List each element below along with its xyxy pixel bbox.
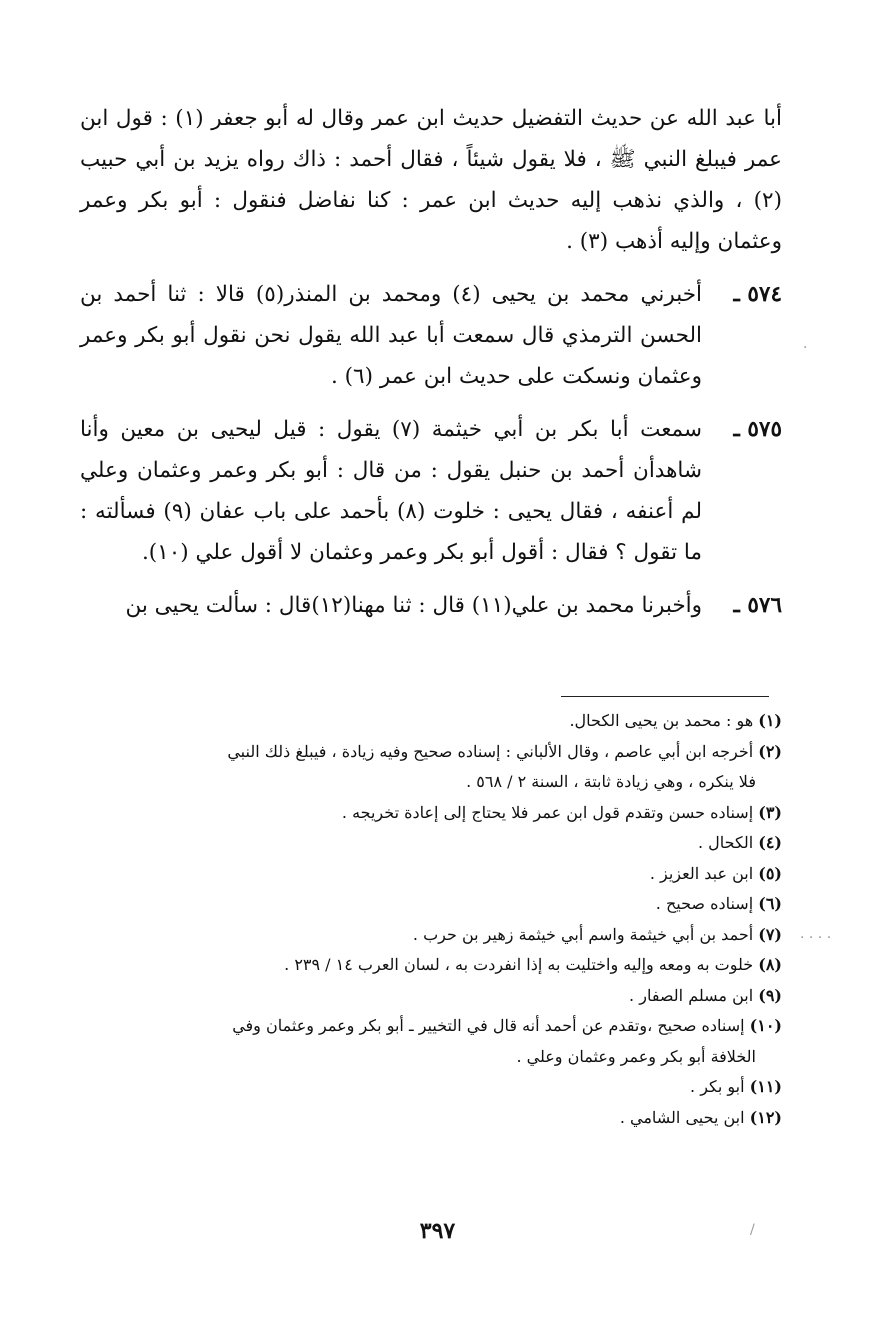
footnote-text: هو : محمد بن يحيى الكحال. (569, 711, 754, 730)
footnote-7 (80, 920, 782, 951)
footnote-text: إسناده حسن وتقدم قول ابن عمر فلا يحتاج إلى إعادة تخريجه . (341, 802, 754, 822)
footnote-text: أبو بكر . (690, 1077, 745, 1096)
paragraph-576 (80, 585, 782, 626)
footnote-number: (٩) (758, 985, 782, 1005)
paragraph-575 (80, 409, 782, 573)
paragraph-574 (80, 274, 782, 397)
footnote-6 (80, 889, 782, 920)
paragraph-text: أخبرني محمد بن يحيى (٤) ومحمد بن المنذر(٥) قالا : ثنا أحمد بن الحسن الترمذي قال سمعت أبا عبد الله يقول نحن نقول أبو بكر وعمر وعثمان ونسكت على حديث ابن عمر (٦) . (80, 282, 702, 389)
footnote-9 (80, 981, 782, 1012)
footnote-text: إسناده صحيح ،وتقدم عن أحمد أنه قال في التخيير ـ أبو بكر وعمر وعثمان وفي (232, 1016, 745, 1035)
footnote-number: (٦) (758, 894, 782, 913)
footnote-4 (80, 828, 782, 859)
footnote-number: (٣) (758, 802, 782, 822)
footnote-text: أحمد بن أبي خيثمة واسم أبي خيثمة زهير بن حرب . (412, 924, 754, 944)
footnote-3 (80, 798, 782, 829)
paragraph-text: سمعت أبا بكر بن أبي خيثمة (٧) يقول : قيل ليحيى بن معين وأنا شاهدأن أحمد بن حنبل يقول : من قال : أبو بكر وعمر وعثمان وعلي لم أعنفه ، فقال يحيى : خلوت (٨) بأحمد على باب عفان (٩) فسألته : ما تقول ؟ فقال : أقول أبو بكر وعمر وعثمان لا أقول علي (١٠). (80, 417, 703, 565)
paragraph-continuation (80, 98, 782, 262)
paragraph-text: وأخبرنا محمد بن علي(١١) قال : ثنا مهنا(١٢)قال : سألت يحيى بن (125, 593, 702, 618)
paragraph-number: ٥٧٦ ـ (733, 593, 782, 618)
footnote-text: إسناده صحيح . (655, 894, 754, 913)
footnote-text: ابن يحيى الشامي . (619, 1107, 745, 1127)
paragraph-number: ٥٧٤ ـ (733, 282, 782, 307)
footnote-number: (٨) (758, 955, 782, 974)
scan-speck: · · · · (800, 930, 832, 946)
footnote-2 (80, 737, 782, 798)
scan-speck: / (750, 1222, 755, 1238)
footnote-number: (١٠) (749, 1016, 782, 1035)
footnote-text: أخرجه ابن أبي عاصم ، وقال الألباني : إسناده صحيح وفيه زيادة ، فيبلغ ذلك النبي (227, 741, 754, 761)
footnote-continuation: فلا ينكره ، وهي زيادة ثابتة ، السنة ٢ / ٥٦٨ . (466, 772, 756, 791)
page-number: ٣٩٧ (419, 1218, 456, 1244)
footnote-text: الكحال . (698, 833, 754, 852)
footnote-text: خلوت به ومعه وإليه واختليت به إذا انفردت به ، لسان العرب ١٤ / ٢٣٩ . (284, 955, 754, 974)
paragraph-text: أبا عبد الله عن حديث التفضيل حديث ابن عمر وقال له أبو جعفر (١) : قول ابن عمر فيبلغ النبي ﷺ ، فلا يقول شيئاً ، فقال أحمد : ذاك رواه يزيد بن أبي حبيب (٢) ، والذي نذهب إليه حديث ابن عمر : كنا نفاضل فنقول : أبو بكر وعمر وعثمان وإليه أذهب (٣) . (80, 106, 782, 254)
footnote-number: (١١) (749, 1077, 782, 1096)
scan-speck: · (803, 340, 808, 356)
footnote-12 (80, 1103, 782, 1134)
footnote-continuation: الخلافة أبو بكر وعمر وعثمان وعلي . (516, 1046, 756, 1066)
footnotes (80, 706, 782, 1133)
paragraph-number: ٥٧٥ ـ (733, 417, 782, 442)
footnote-10 (80, 1011, 782, 1072)
footnote-8 (80, 950, 782, 981)
footnote-number: (٧) (758, 924, 782, 944)
footnote-1 (80, 706, 782, 737)
footnote-number: (٢) (758, 741, 782, 761)
footnote-number: (٥) (758, 863, 782, 883)
footnote-text: ابن مسلم الصفار . (629, 985, 754, 1005)
footnote-11 (80, 1072, 782, 1103)
footnote-5 (80, 859, 782, 890)
footnote-number: (١٢) (749, 1107, 782, 1127)
footnote-number: (١) (758, 711, 782, 730)
footnote-number: (٤) (758, 833, 782, 852)
footnote-text: ابن عبد العزيز . (649, 863, 754, 883)
footnote-divider (561, 696, 769, 697)
main-text (80, 98, 782, 638)
